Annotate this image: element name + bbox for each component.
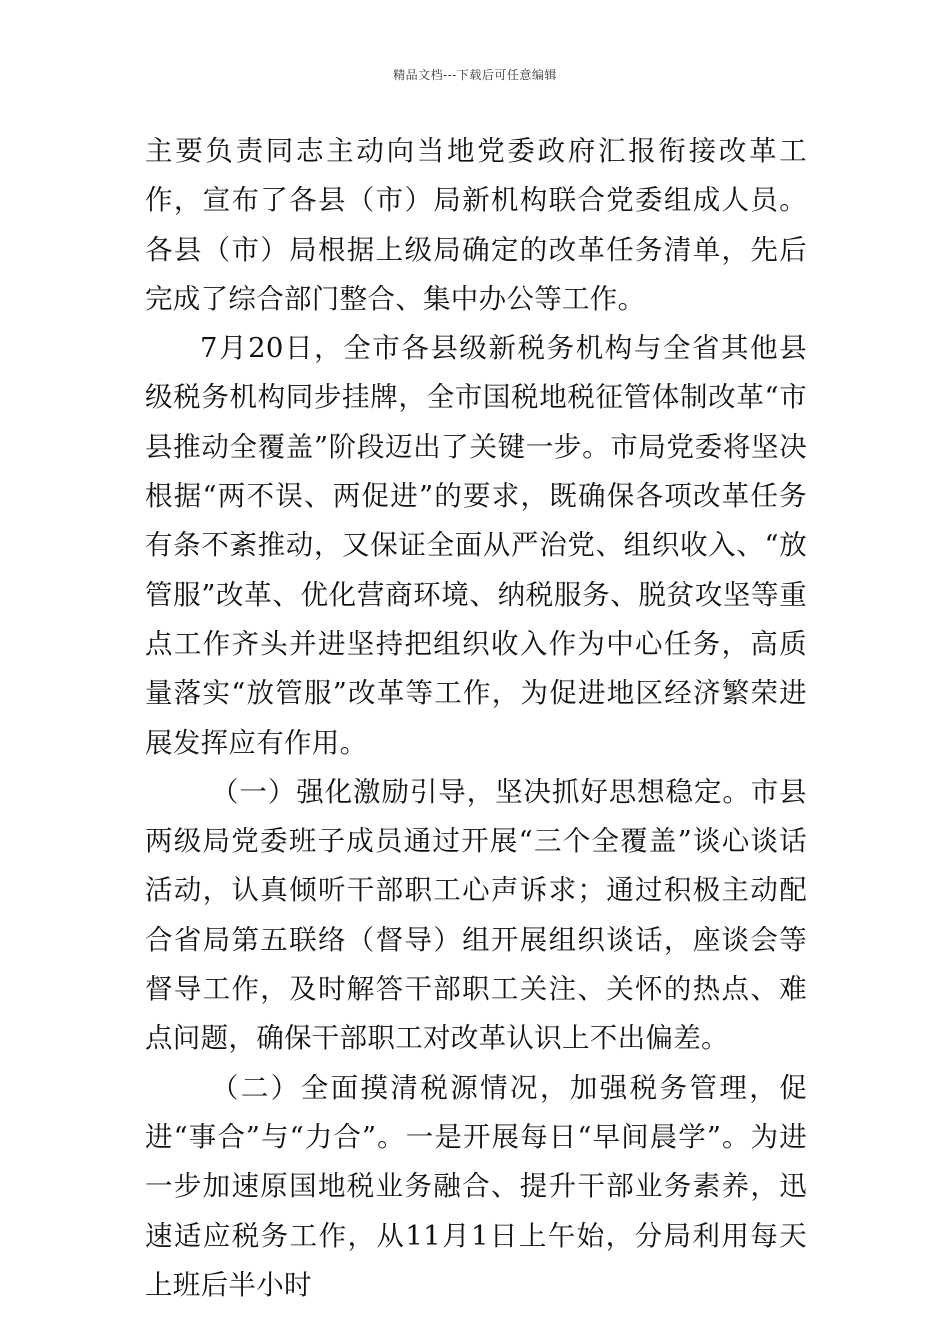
paragraph-section-two: （二）全面摸清税源情况，加强税务管理，促进“事合”与“力合”。一是开展每日“早间晨学”。为进一步加速原国地税业务融合、提升干部业务素养，迅速适应税务工作，从11月1日上午始，分局利用每天上班后半小时 [145, 1071, 807, 1301]
document-body [145, 127, 807, 1310]
paragraph-section-one: （一）强化激励引导，坚决抓好思想稳定。市县两级局党委班子成员通过开展“三个全覆盖”谈心谈话活动，认真倾听干部职工心声诉求；通过积极主动配合省局第五联络（督导）组开展组织谈话，座谈会等督导工作，及时解答干部职工关注、关怀的热点、难点问题，确保干部职工对改革认识上不出偏差。 [145, 775, 807, 1055]
paragraph-july-20: 7月20日，全市各县级新税务机构与全省其他县级税务机构同步挂牌，全市国税地税征管体制改革“市县推动全覆盖”阶段迈出了关键一步。市局党委将坚决根据“两不误、两促进”的要求，既确保各项改革任务有条不紊推动，又保证全面从严治党、组织收入、“放管服”改革、优化营商环境、纳税服务、脱贫攻坚等重点工作齐头并进坚持把组织收入作为中心任务，高质量落实“放管服”改革等工作，为促进地区经济繁荣进展发挥应有作用。 [145, 332, 807, 759]
page-header: 精品文档---下载后可任意编辑 [393, 68, 557, 82]
paragraph-continuation: 主要负责同志主动向当地党委政府汇报衔接改革工作，宣布了各县（市）局新机构联合党委组成人员。各县（市）局根据上级局确定的改革任务清单，先后完成了综合部门整合、集中办公等工作。 [145, 135, 807, 315]
